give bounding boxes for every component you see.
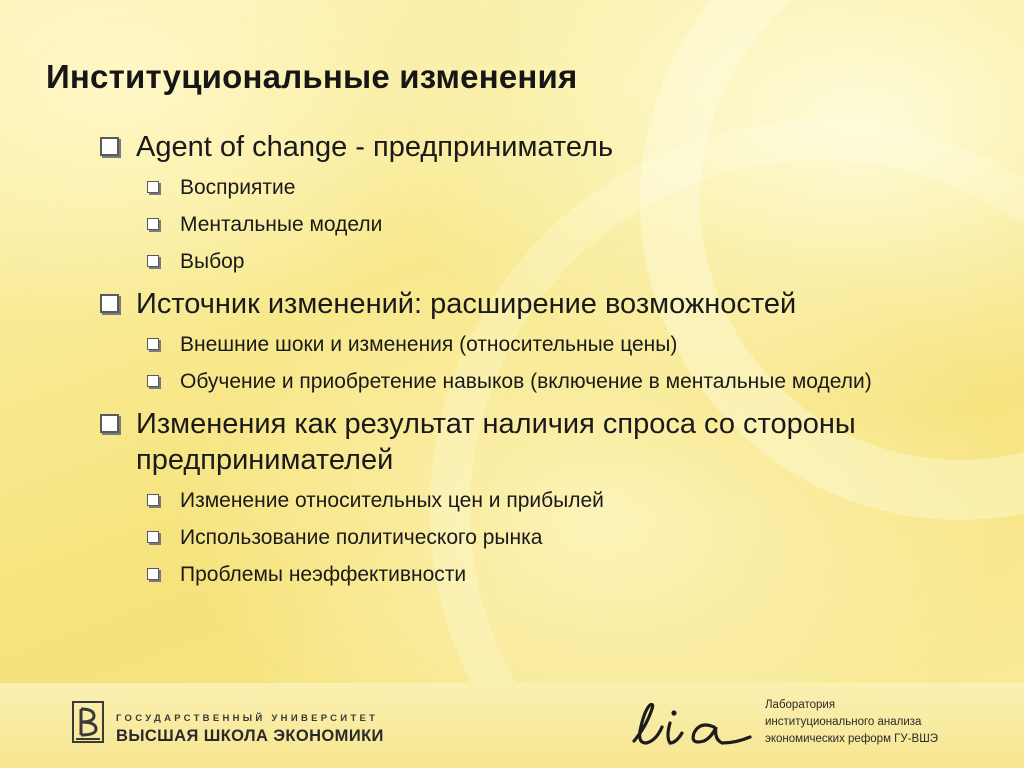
sub-bullet-item [145, 561, 1000, 589]
checkbox-square-icon [147, 338, 159, 350]
bullet-list [100, 125, 1000, 589]
bullet-text: Agent of change - предприниматель [136, 131, 614, 163]
bullet-item [100, 406, 1000, 478]
lia-logo-icon [626, 697, 754, 753]
sub-bullet-item [145, 524, 1000, 552]
checkbox-square-icon [147, 181, 159, 193]
sub-bullet-text: Проблемы неэффективности [180, 563, 467, 586]
hse-name-line1: ГОСУДАРСТВЕННЫЙ УНИВЕРСИТЕТ [116, 713, 379, 724]
checkbox-square-icon [147, 494, 159, 506]
checkbox-square-icon [100, 414, 119, 433]
checkbox-square-icon [147, 375, 159, 387]
checkbox-square-icon [147, 255, 159, 267]
lab-name-line1: Лаборатория [765, 699, 836, 711]
bullet-item [100, 129, 1000, 165]
checkbox-square-icon [147, 568, 159, 580]
sub-bullet-item [145, 211, 1000, 239]
hse-emblem-icon [72, 701, 104, 743]
checkbox-square-icon [147, 531, 159, 543]
sub-bullet-text: Изменение относительных цен и прибылей [180, 489, 604, 512]
slide-title: Институциональные изменения [46, 58, 578, 95]
sub-bullet-item [145, 248, 1000, 276]
lab-name-line2: институционального анализа [765, 716, 922, 728]
slide-footer [0, 683, 1024, 768]
bullet-text: Источник изменений: расширение возможностей [136, 288, 797, 320]
sub-bullet-item [145, 368, 1000, 396]
sub-bullet-text: Внешние шоки и изменения (относительные цены) [180, 333, 678, 356]
checkbox-square-icon [100, 137, 119, 156]
lab-name-line3: экономических реформ ГУ-ВШЭ [765, 733, 939, 745]
sub-bullet-text: Ментальные модели [180, 213, 383, 236]
sub-bullet-item [145, 174, 1000, 202]
bullet-text: Изменения как результат наличия спроса со стороны предпринимателей [136, 408, 856, 476]
lab-name [765, 697, 938, 748]
sub-bullet-text: Выбор [180, 250, 245, 273]
sub-bullet-text: Обучение и приобретение навыков (включение в ментальные модели) [180, 370, 872, 393]
sub-bullet-text: Использование политического рынка [180, 526, 543, 549]
checkbox-square-icon [147, 218, 159, 230]
sub-bullet-text: Восприятие [180, 176, 296, 199]
checkbox-square-icon [100, 294, 119, 313]
sub-bullet-item [145, 331, 1000, 359]
bullet-item [100, 286, 1000, 322]
sub-bullet-item [145, 487, 1000, 515]
hse-name-line2: ВЫСШАЯ ШКОЛА ЭКОНОМИКИ [116, 727, 384, 745]
